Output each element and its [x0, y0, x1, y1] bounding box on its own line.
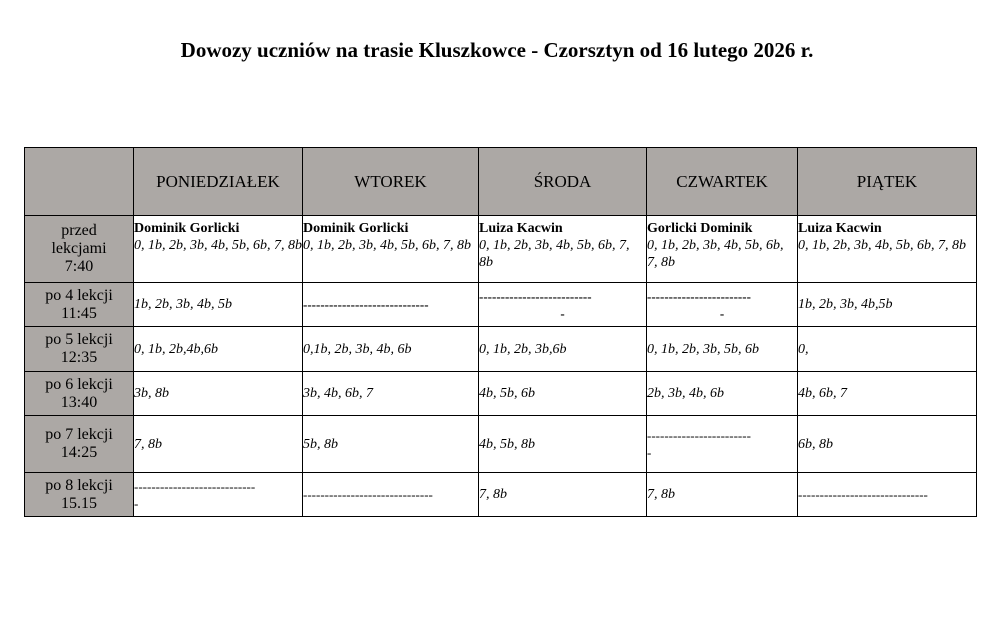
- time-label-line1: po 5 lekcji: [45, 331, 113, 348]
- schedule-cell: 5b, 8b: [303, 416, 479, 473]
- schedule-cell: 0, 1b, 2b, 3b,6b: [479, 327, 647, 372]
- schedule-cell: 1b, 2b, 3b, 4b, 5b: [134, 283, 303, 327]
- empty-dash: ------------------------------: [303, 487, 433, 502]
- time-label-line1: po 6 lekcji: [45, 375, 113, 393]
- schedule-cell: 0,: [798, 327, 977, 372]
- time-label-line2: 15.15: [61, 494, 97, 512]
- table-row: [25, 283, 977, 327]
- empty-dash: ----------------------------: [134, 478, 256, 494]
- table-row: [25, 216, 977, 283]
- time-label-line2: lekcjami: [51, 240, 107, 257]
- schedule-cell: 3b, 8b: [134, 372, 303, 416]
- empty-dash: ------------------------: [647, 288, 751, 304]
- time-label-line1: po 4 lekcji: [45, 286, 113, 304]
- time-label-line1: przed: [61, 222, 97, 239]
- header-row: [25, 148, 977, 216]
- time-label-line1: po 7 lekcji: [45, 426, 113, 443]
- table-row: [25, 327, 977, 372]
- day-header-tuesday: WTOREK: [303, 148, 479, 216]
- schedule-cell: [303, 216, 479, 283]
- empty-dash: ------------------------: [647, 428, 751, 443]
- empty-dash: ------------------------------: [798, 487, 928, 502]
- table-row: [25, 372, 977, 416]
- driver-name: Dominik Gorlicki: [134, 221, 240, 236]
- schedule-cell: 7, 8b: [134, 416, 303, 473]
- time-label: [25, 473, 134, 517]
- time-label: [25, 283, 134, 327]
- schedule-cell: 6b, 8b: [798, 416, 977, 473]
- class-list: 0, 1b, 2b, 3b, 4b, 5b, 6b, 7, 8b: [479, 238, 630, 270]
- class-list: 0, 1b, 2b, 3b, 4b, 5b, 6b, 7, 8b: [647, 238, 784, 270]
- schedule-cell: [303, 283, 479, 327]
- schedule-cell: [798, 473, 977, 517]
- class-list: 0, 1b, 2b, 3b, 4b, 5b, 6b, 7, 8b: [134, 238, 302, 253]
- day-header-monday: PONIEDZIAŁEK: [134, 148, 303, 216]
- time-label-line3: 7:40: [64, 258, 94, 275]
- time-label: [25, 216, 134, 283]
- empty-dash-tail: -: [134, 495, 139, 511]
- schedule-cell: 7, 8b: [647, 473, 798, 517]
- schedule-cell: [647, 283, 798, 327]
- time-label-line2: 14:25: [60, 444, 98, 461]
- schedule-cell: [647, 416, 798, 473]
- empty-dash: -----------------------------: [303, 297, 429, 312]
- schedule-cell: 4b, 5b, 8b: [479, 416, 647, 473]
- class-list: 0, 1b, 2b, 3b, 4b, 5b, 6b, 7, 8b: [798, 238, 966, 253]
- corner-cell: [25, 148, 134, 216]
- schedule-cell: [134, 473, 303, 517]
- schedule-cell: 1b, 2b, 3b, 4b,5b: [798, 283, 977, 327]
- time-label: [25, 416, 134, 473]
- time-label: [25, 327, 134, 372]
- schedule-table: [24, 147, 977, 517]
- schedule-cell: 3b, 4b, 6b, 7: [303, 372, 479, 416]
- page-title: Dowozy uczniów na trasie Kluszkowce - Czorsztyn od 16 lutego 2026 r.: [180, 38, 814, 62]
- empty-dash: --------------------------: [479, 288, 592, 304]
- empty-dash-tail: -: [560, 305, 565, 321]
- schedule-cell: [798, 216, 977, 283]
- time-label-line1: po 8 lekcji: [45, 476, 113, 494]
- time-label-line2: 12:35: [60, 349, 98, 366]
- empty-dash-tail: -: [719, 305, 725, 321]
- schedule-cell: 0, 1b, 2b,4b,6b: [134, 327, 303, 372]
- table-row: [25, 416, 977, 473]
- day-header-wednesday: ŚRODA: [479, 148, 647, 216]
- day-header-thursday: CZWARTEK: [647, 148, 798, 216]
- schedule-cell: 0, 1b, 2b, 3b, 5b, 6b: [647, 327, 798, 372]
- day-header-friday: PIĄTEK: [798, 148, 977, 216]
- driver-name: Gorlicki Dominik: [647, 221, 753, 236]
- table-row: [25, 473, 977, 517]
- schedule-cell: 4b, 6b, 7: [798, 372, 977, 416]
- schedule-cell: [303, 473, 479, 517]
- driver-name: Luiza Kacwin: [479, 221, 563, 236]
- schedule-cell: [479, 216, 647, 283]
- schedule-cell: 7, 8b: [479, 473, 647, 517]
- time-label-line2: 13:40: [60, 393, 98, 411]
- schedule-cell: [479, 283, 647, 327]
- schedule-cell: [647, 216, 798, 283]
- driver-name: Dominik Gorlicki: [303, 221, 409, 236]
- schedule-cell: 2b, 3b, 4b, 6b: [647, 372, 798, 416]
- time-label: [25, 372, 134, 416]
- class-list: 0, 1b, 2b, 3b, 4b, 5b, 6b, 7, 8b: [303, 238, 471, 253]
- schedule-cell: [134, 216, 303, 283]
- driver-name: Luiza Kacwin: [798, 221, 882, 236]
- schedule-cell: 0,1b, 2b, 3b, 4b, 6b: [303, 327, 479, 372]
- time-label-line2: 11:45: [61, 304, 97, 322]
- schedule-cell: 4b, 5b, 6b: [479, 372, 647, 416]
- empty-dash-tail: -: [647, 445, 652, 460]
